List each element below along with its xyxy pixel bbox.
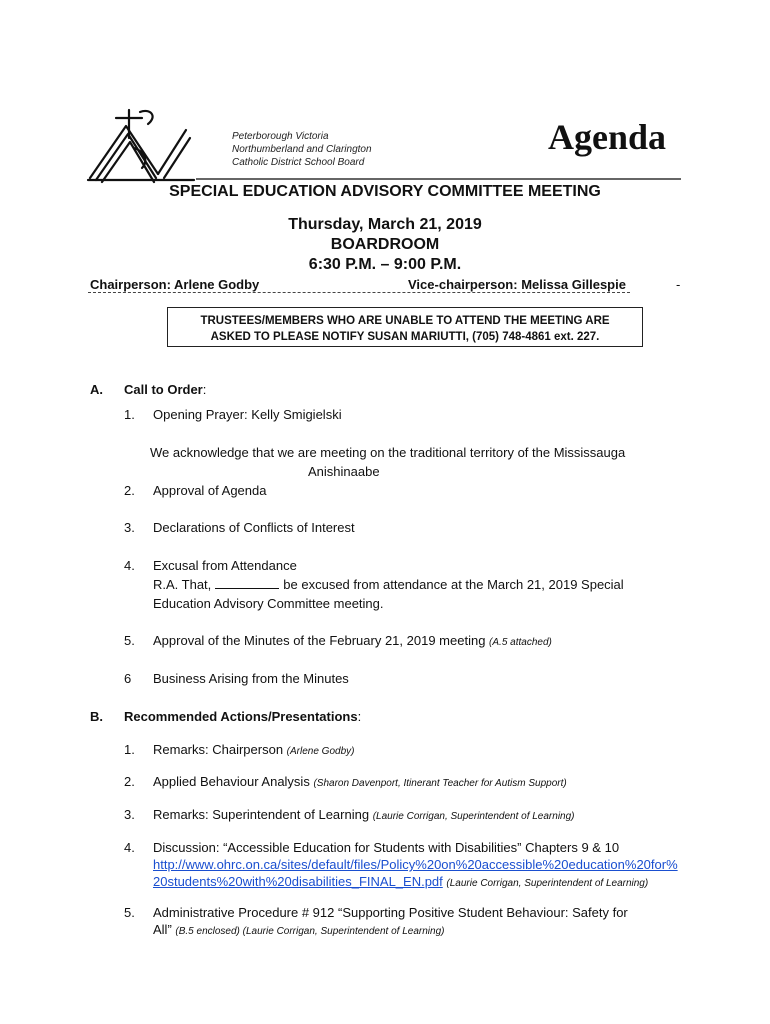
- notice-line-2: ASKED TO PLEASE NOTIFY SUSAN MARIUTTI, (705) 748-4861 ext. 227.: [210, 331, 600, 343]
- item-a5-note: (A.5 attached): [489, 637, 552, 648]
- excusal-motion-line-2: Education Advisory Committee meeting.: [153, 596, 384, 611]
- attendance-notice-box: [167, 307, 643, 347]
- item-b3-note: (Laurie Corrigan, Superintendent of Learning): [372, 811, 575, 822]
- section-a-heading: [124, 382, 206, 397]
- org-name-line-2: Northumberland and Clarington: [232, 144, 372, 155]
- item-b1: [153, 740, 354, 761]
- item-a6-text: Business Arising from the Minutes: [153, 671, 349, 686]
- item-a5: [153, 631, 552, 652]
- meeting-room: BOARDROOM: [330, 236, 440, 253]
- land-acknowledgement-line-2: Anishinaabe: [308, 464, 380, 479]
- item-b1-number: 1.: [124, 742, 135, 757]
- item-a4-number: 4.: [124, 558, 135, 573]
- item-a5-text: Approval of the Minutes of the February 21, 2019 meeting: [153, 633, 486, 648]
- item-a2-number: 2.: [124, 483, 135, 498]
- item-b4-text: Discussion: “Accessible Education for Students with Disabilities” Chapters 9 & 10: [153, 840, 620, 855]
- section-b-heading-text: Recommended Actions/Presentations: [124, 709, 358, 724]
- school-board-logo: [86, 108, 196, 188]
- item-b5-line-2: [153, 920, 444, 941]
- chairperson: Chairperson: Arlene Godby: [90, 277, 260, 292]
- item-b4-link-line-2-anchor[interactable]: 20students%20with%20disabilities_FINAL_EN.pdf: [153, 874, 443, 889]
- item-b4-number: 4.: [124, 840, 135, 855]
- item-b5-note: (B.5 enclosed) (Laurie Corrigan, Superintendent of Learning): [175, 926, 445, 937]
- land-acknowledgement-line-1: We acknowledge that we are meeting on the traditional territory of the Mississauga: [150, 445, 626, 460]
- trailing-dash: -: [676, 277, 681, 292]
- item-b3-text: Remarks: Superintendent of Learning: [153, 807, 370, 822]
- item-b1-text: Remarks: Chairperson: [153, 742, 284, 757]
- item-b2-number: 2.: [124, 774, 135, 789]
- item-a1-number: 1.: [124, 407, 135, 422]
- item-a2-text: Approval of Agenda: [153, 483, 267, 498]
- meeting-title: SPECIAL EDUCATION ADVISORY COMMITTEE MEETING: [169, 183, 601, 200]
- item-b2: [153, 772, 567, 793]
- excusal-motion-suffix: be excused from attendance at the March 21, 2019 Special: [283, 577, 624, 592]
- item-b4-link-line-1[interactable]: http://www.ohrc.on.ca/sites/default/files/Policy%20on%20accessible%20education%20for%: [153, 857, 678, 872]
- item-b4-note: (Laurie Corrigan, Superintendent of Learning): [446, 878, 649, 889]
- org-name-line-3: Catholic District School Board: [232, 157, 365, 168]
- item-b5-text: Administrative Procedure # 912 “Supporting Positive Student Behaviour: Safety for: [153, 905, 628, 920]
- vice-chairperson: Vice-chairperson: Melissa Gillespie: [408, 277, 626, 292]
- section-a-letter: A.: [90, 382, 103, 397]
- item-a3-text: Declarations of Conflicts of Interest: [153, 520, 355, 535]
- section-a-heading-text: Call to Order: [124, 382, 203, 397]
- document-type-heading: Agenda: [548, 117, 667, 157]
- org-name-line-1: Peterborough Victoria: [232, 131, 329, 142]
- excusal-motion: [153, 575, 624, 594]
- item-a4-text: Excusal from Attendance: [153, 558, 297, 573]
- item-a1-text: Opening Prayer: Kelly Smigielski: [153, 407, 342, 422]
- dashed-divider: [88, 292, 630, 293]
- item-b5-number: 5.: [124, 905, 135, 920]
- section-b-colon: :: [357, 709, 362, 724]
- item-b4-link-line-2: [153, 872, 648, 893]
- item-b3-number: 3.: [124, 807, 135, 822]
- excusal-motion-prefix: R.A. That,: [153, 577, 212, 592]
- meeting-date: Thursday, March 21, 2019: [288, 216, 482, 233]
- section-b-letter: B.: [90, 709, 103, 724]
- item-a5-number: 5.: [124, 633, 135, 648]
- notice-line-1: TRUSTEES/MEMBERS WHO ARE UNABLE TO ATTEND THE MEETING ARE: [200, 315, 610, 327]
- header-rule: [196, 178, 681, 180]
- section-a-colon: :: [202, 382, 207, 397]
- item-a6-number: 6: [124, 671, 132, 686]
- item-b2-note: (Sharon Davenport, Itinerant Teacher for Autism Support): [313, 778, 567, 789]
- excusal-name-blank: [215, 576, 279, 589]
- item-b1-note: (Arlene Godby): [286, 746, 355, 757]
- item-b5-text-line-2: All”: [153, 922, 172, 937]
- section-b-heading: [124, 709, 361, 724]
- item-b2-text: Applied Behaviour Analysis: [153, 774, 310, 789]
- meeting-time: 6:30 P.M. – 9:00 P.M.: [308, 256, 462, 273]
- item-b3: [153, 805, 575, 826]
- item-a3-number: 3.: [124, 520, 135, 535]
